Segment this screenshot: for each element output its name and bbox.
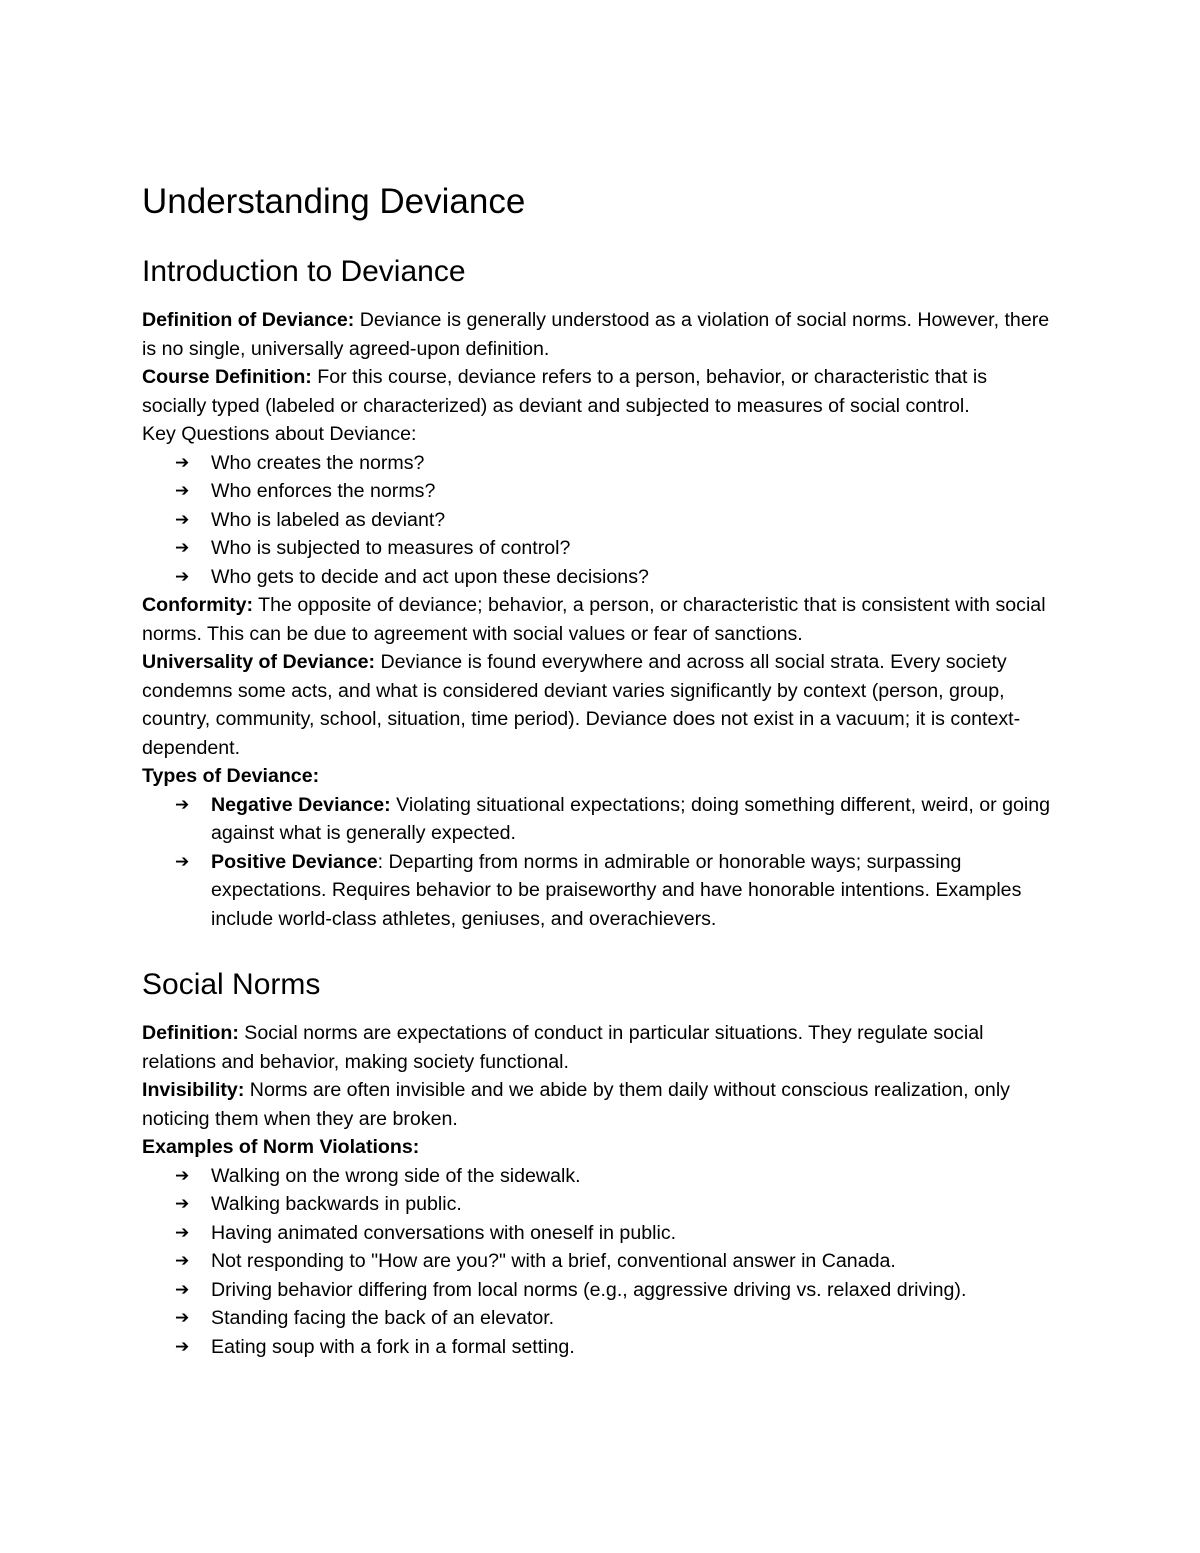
types-of-deviance-label <box>142 762 1054 791</box>
arrow-bullet-icon: ➔ <box>175 481 190 501</box>
arrow-bullet-icon: ➔ <box>175 1165 190 1186</box>
arrow-bullet-icon: ➔ <box>175 1251 190 1271</box>
list-item-text: Who is labeled as deviant? <box>211 508 446 531</box>
norms-definition <box>142 1019 1054 1076</box>
term-text: The opposite of deviance; behavior, a person, or characteristic that is consistent with social norms. This can be due to agreement with social values or fear of sanctions. <box>142 594 1046 645</box>
key-questions-label: Key Questions about Deviance: <box>142 423 417 445</box>
norm-violations-label <box>142 1133 1054 1162</box>
document-title: Understanding Deviance <box>142 182 526 221</box>
arrow-bullet-icon: ➔ <box>175 1194 190 1214</box>
conformity <box>142 591 1054 648</box>
term-label: Examples of Norm Violations: <box>142 1136 420 1158</box>
arrow-bullet-icon: ➔ <box>175 1222 190 1243</box>
arrow-bullet-icon: ➔ <box>175 1279 190 1300</box>
arrow-bullet-icon: ➔ <box>175 1308 190 1328</box>
list-item-positive-deviance <box>175 848 1054 934</box>
term-label: Positive Deviance <box>211 850 378 873</box>
list-item <box>175 1247 1054 1276</box>
list-item <box>175 477 1054 506</box>
arrow-bullet-icon: ➔ <box>175 538 190 558</box>
list-item-text: Not responding to "How are you?" with a brief, conventional answer in Canada. <box>211 1250 896 1272</box>
list-item-negative-deviance <box>175 791 1054 848</box>
arrow-bullet-icon: ➔ <box>175 851 190 872</box>
list-item <box>175 1276 1054 1305</box>
key-questions-list <box>142 449 1054 592</box>
list-item-text: Who gets to decide and act upon these decisions? <box>211 565 649 588</box>
arrow-bullet-icon: ➔ <box>175 794 190 815</box>
list-item-text: Standing facing the back of an elevator. <box>211 1307 555 1329</box>
term-label: Negative Deviance: <box>211 793 391 816</box>
term-label: Universality of Deviance: <box>142 651 376 673</box>
term-text: Social norms are expectations of conduct in particular situations. They regulate social relations and behavior, making society functional. <box>142 1022 984 1073</box>
arrow-bullet-icon: ➔ <box>175 452 190 473</box>
universality-of-deviance <box>142 648 1054 762</box>
term-text: : Departing from norms in admirable or honorable ways; surpassing expectations. Requires behavior to be praiseworthy and have honorable intentions. Examples include world-class athletes, geniuses, and overachievers. <box>211 850 1022 930</box>
term-label: Definition of Deviance: <box>142 309 355 331</box>
list-item <box>175 1162 1054 1191</box>
list-item-text: Eating soup with a fork in a formal setting. <box>211 1335 575 1358</box>
term-text: Norms are often invisible and we abide by them daily without conscious realization, only noticing them when they are broken. <box>142 1079 1010 1130</box>
list-item-text: Who enforces the norms? <box>211 480 436 502</box>
types-of-deviance-list <box>142 791 1054 934</box>
term-text: Deviance is generally understood as a violation of social norms. However, there is no single, universally agreed-upon definition. <box>142 309 1050 360</box>
list-item <box>175 506 1054 535</box>
list-item <box>175 1333 1054 1362</box>
list-item-text: Who creates the norms? <box>211 451 425 474</box>
arrow-bullet-icon: ➔ <box>175 566 190 587</box>
list-item-text: Driving behavior differing from local norms (e.g., aggressive driving vs. relaxed driving). <box>211 1278 967 1301</box>
term-text: Deviance is found everywhere and across all social strata. Every society condemns some acts, and what is considered deviant varies significantly by context (person, group, country, community, school, situation, time period). Deviance does not exist in a vacuum; it is context-dependent. <box>142 651 1021 759</box>
section-heading-social-norms: Social Norms <box>142 968 321 1001</box>
term-label: Invisibility: <box>142 1079 245 1101</box>
list-item-text: Having animated conversations with oneself in public. <box>211 1221 677 1244</box>
term-label: Definition: <box>142 1022 239 1044</box>
term-label: Conformity: <box>142 594 254 616</box>
list-item-text: Walking on the wrong side of the sidewalk. <box>211 1164 581 1187</box>
list-item-text: Who is subjected to measures of control? <box>211 537 571 559</box>
arrow-bullet-icon: ➔ <box>175 1336 190 1357</box>
list-item-text: Walking backwards in public. <box>211 1193 462 1215</box>
term-label: Types of Deviance: <box>142 765 320 787</box>
course-definition <box>142 363 1054 420</box>
list-item <box>175 534 1054 563</box>
list-item <box>175 563 1054 592</box>
norms-invisibility <box>142 1076 1054 1133</box>
list-item <box>175 449 1054 478</box>
term-text: For this course, deviance refers to a person, behavior, or characteristic that is socially typed (labeled or characterized) as deviant and subjected to measures of social control. <box>142 366 988 417</box>
norm-violations-list <box>142 1162 1054 1362</box>
section-heading-introduction: Introduction to Deviance <box>142 255 466 288</box>
term-label: Course Definition: <box>142 366 312 388</box>
list-item <box>175 1219 1054 1248</box>
term-text: Violating situational expectations; doing something different, weird, or going against what is generally expected. <box>211 793 1051 844</box>
list-item <box>175 1304 1054 1333</box>
arrow-bullet-icon: ➔ <box>175 509 190 530</box>
definition-of-deviance <box>142 306 1054 363</box>
list-item <box>175 1190 1054 1219</box>
